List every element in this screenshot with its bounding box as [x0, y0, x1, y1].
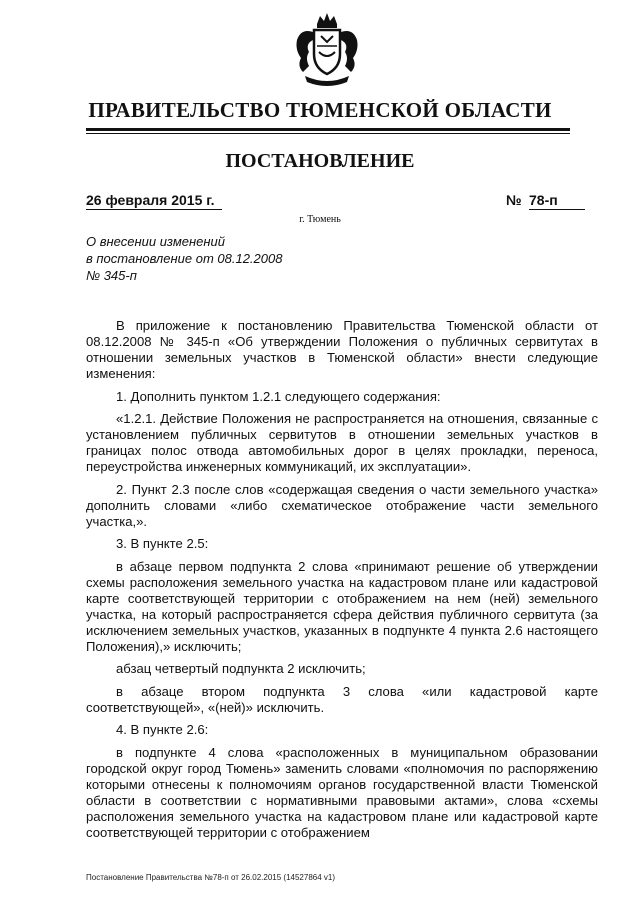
title-rule-thick [86, 128, 570, 131]
paragraph-item-1-text: «1.2.1. Действие Положения не распространяется на отношения, связанные с установлением публичных сервитутов в отношении земельных участков в границах полос отвода автомобильных дорог в целях прокладки, переноса, переустройства инженерных коммуникаций, их эксплуатации». [86, 411, 598, 474]
document-date: 26 февраля 2015 г. [86, 192, 222, 210]
title-rule-thin [86, 133, 570, 134]
subject-line: № 345-п [86, 268, 137, 283]
paragraph-item-3: 3. В пункте 2.5: [116, 536, 209, 551]
document-body [86, 318, 598, 846]
city-label: г. Тюмень [299, 214, 341, 225]
paragraph-item-4a: в подпункте 4 слова «расположенных в муниципальном образовании городской округ город Тюмень» заменить словами «полномочия по распоряжению которыми отнесены к полномочиям органов государственной власти Тюменской области в соответствии с нормативными правовыми актами», слова «схемы расположения земельного участка на кадастровом плане или кадастровой карте соответствующей территории с отображением [86, 744, 598, 840]
page-footer: Постановление Правительства №78-п от 26.02.2015 (14527864 v1) [86, 873, 336, 882]
number-label: № [506, 192, 522, 208]
government-title: ПРАВИТЕЛЬСТВО ТЮМЕНСКОЙ ОБЛАСТИ [88, 98, 552, 122]
paragraph-item-4: 4. В пункте 2.6: [116, 722, 209, 737]
paragraph-item-2: 2. Пункт 2.3 после слов «содержащая сведения о части земельного участка» дополнить словами «либо схематическое отображение части земельного участка,». [86, 481, 598, 529]
subject-line: в постановление от 08.12.2008 [86, 251, 283, 266]
paragraph-item-1: 1. Дополнить пунктом 1.2.1 следующего содержания: [116, 388, 441, 404]
subject-block [86, 233, 346, 284]
paragraph-item-3b: абзац четвертый подпункта 2 исключить; [116, 661, 366, 676]
paragraph-item-3c: в абзаце втором подпункта 3 слова «или кадастровой карте соответствующей», «(ней)» исключить. [86, 683, 598, 715]
subject-line: О внесении изменений [86, 234, 225, 249]
coat-of-arms-icon [287, 10, 367, 90]
paragraph-intro: В приложение к постановлению Правительства Тюменской области от 08.12.2008 № 345-п «Об утверждении Положения о публичных сервитутах в отношении земельных участков в Тюменской области» внести следующие изменения: [86, 318, 598, 381]
paragraph-item-3a: в абзаце первом подпункта 2 слова «принимают решение об утверждении схемы расположения земельного участка на кадастровом плане или кадастровой карте соответствующей территории с отображением на нем (ней) земельного участка, на который распространяется сфера действия публичного сервитута (за исключением земельных участков, указанных в подпункте 4 пункта 2.6 настоящего Положения),» исключить; [86, 558, 598, 654]
document-number: 78-п [529, 192, 585, 210]
document-type: ПОСТАНОВЛЕНИЕ [225, 150, 415, 172]
